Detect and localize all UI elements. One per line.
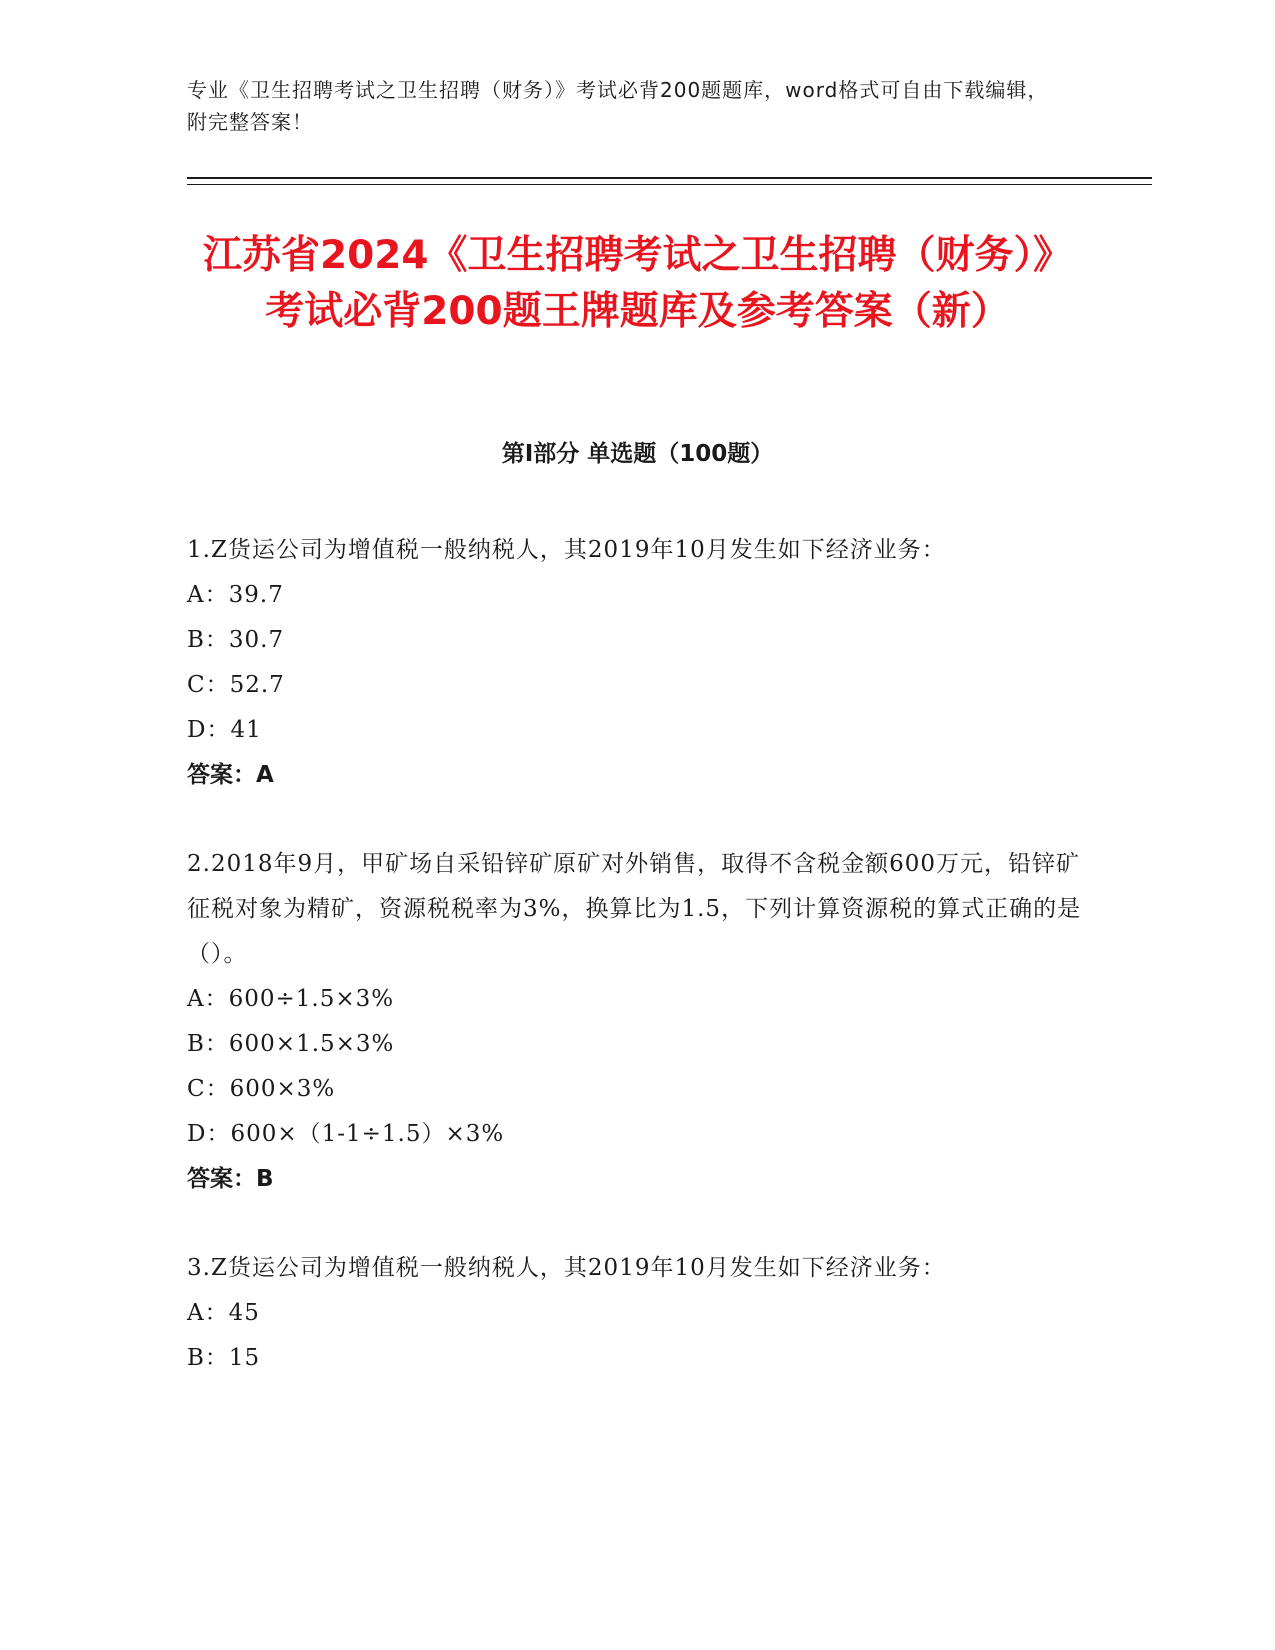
option-a: A：39.7 [187,582,284,608]
option-b: B：15 [187,1345,261,1371]
answer: 答案：A [187,762,274,788]
option-c: C：600×3% [187,1076,336,1102]
option-d: D：600×（1-1÷1.5）×3% [187,1121,505,1147]
question-text: 3.Z货运公司为增值税一般纳税人，其2019年10月发生如下经济业务： [187,1255,946,1281]
question-text: 2.2018年9月，甲矿场自采铅锌矿原矿对外销售，取得不含税金额600万元，铅锌矿征税对象为精矿，资源税税率为3%，换算比为1.5，下列计算资源税的算式正确的是（）。 [187,851,1082,967]
question-list [187,528,1087,1425]
option-a: A：600÷1.5×3% [187,986,395,1012]
option-b: B：600×1.5×3% [187,1031,395,1057]
option-a: A：45 [187,1300,260,1326]
header-divider-thick [187,177,1152,179]
option-c: C：52.7 [187,672,285,698]
option-d: D：41 [187,717,262,743]
question-item [187,1246,1087,1381]
question-item [187,528,1087,798]
option-b: B：30.7 [187,627,285,653]
header-note: 专业《卫生招聘考试之卫生招聘（财务）》考试必背200题题库，word格式可自由下载编辑，附完整答案！ [187,78,1049,134]
document-title: 江苏省2024《卫生招聘考试之卫生招聘（财务）》考试必背200题王牌题库及参考答案（新） [202,233,1073,334]
header-divider-thin [187,184,1152,185]
question-text: 1.Z货运公司为增值税一般纳税人，其2019年10月发生如下经济业务： [187,537,946,563]
section-heading: 第Ⅰ部分 单选题（100题） [501,441,774,467]
answer: 答案：B [187,1166,274,1192]
question-item [187,842,1087,1202]
